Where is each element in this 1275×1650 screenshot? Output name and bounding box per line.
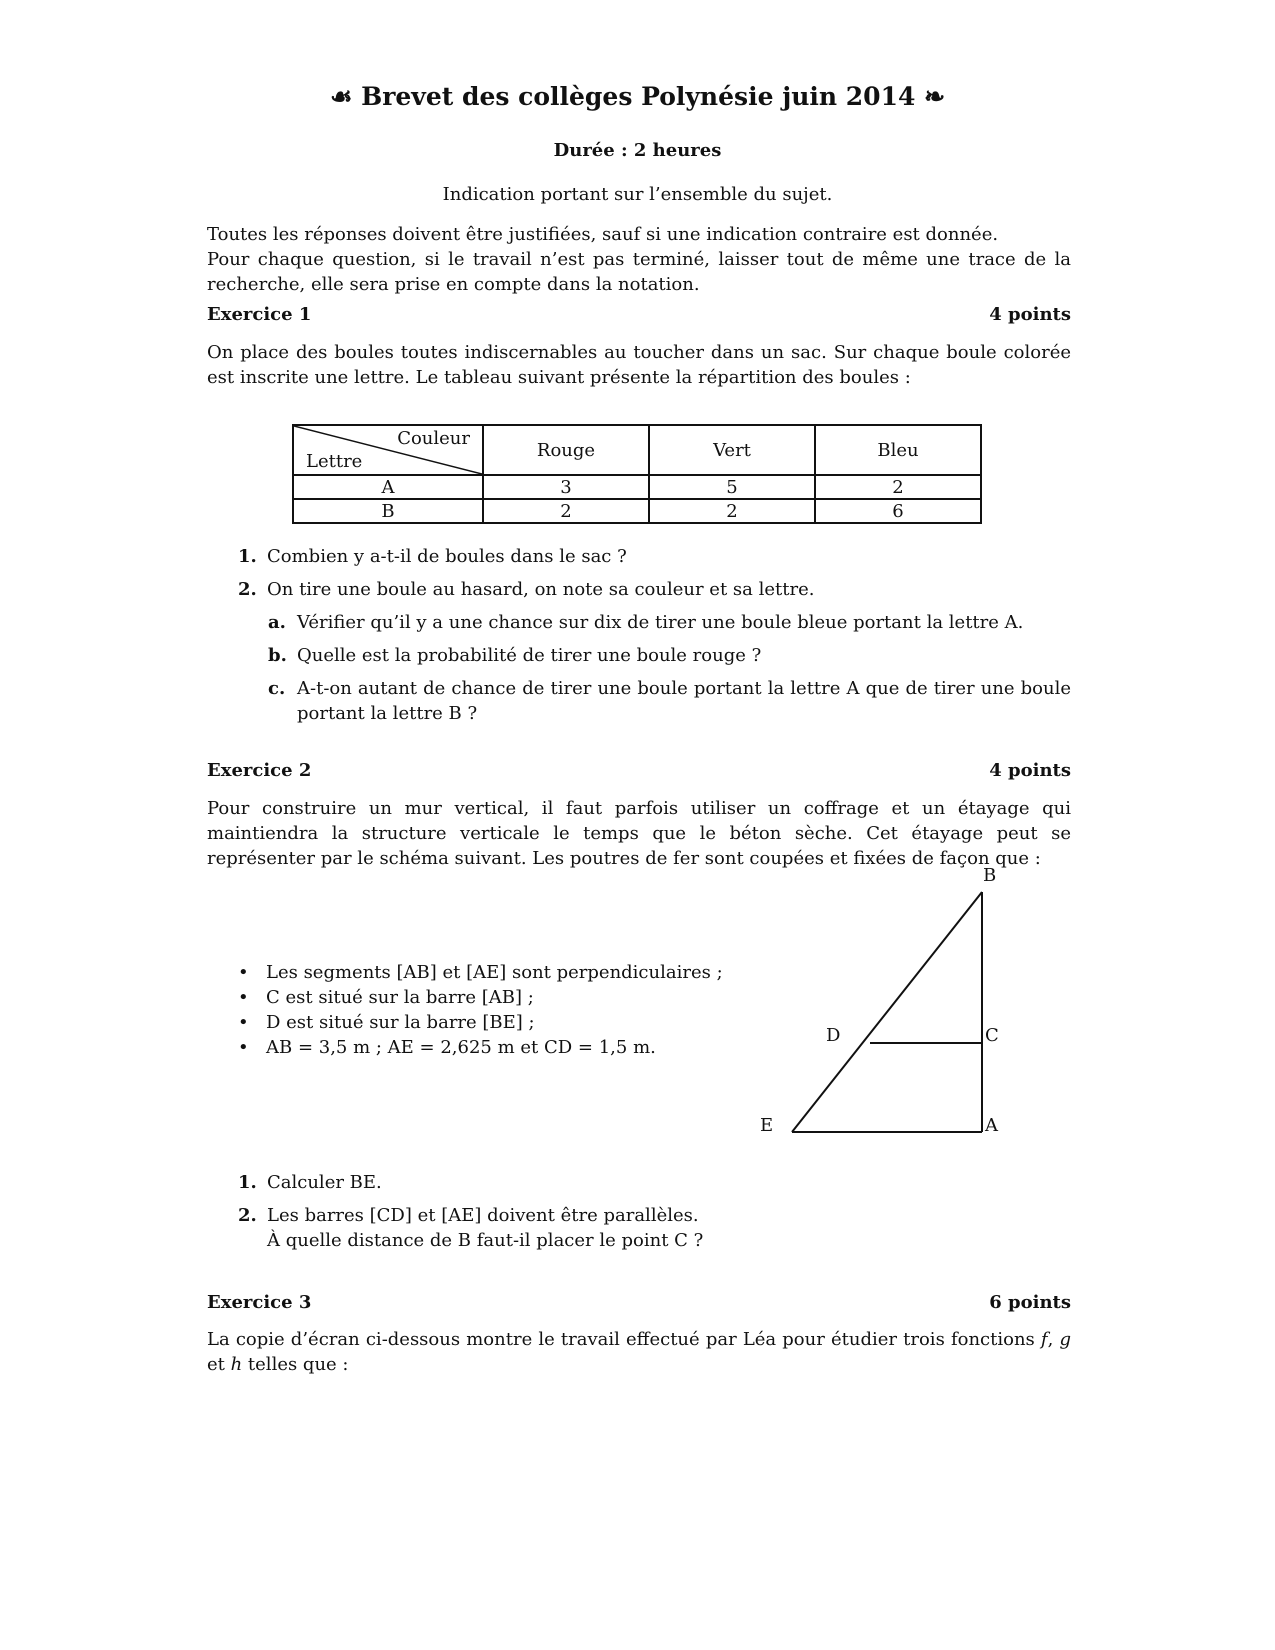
- exercise-1-title: Exercice 1: [207, 304, 312, 325]
- point-label-a: A: [985, 1115, 998, 1136]
- exercise-2-title: Exercice 2: [207, 760, 312, 781]
- table-corner-cell: [293, 425, 483, 475]
- list-item: • Les segments [AB] et [AE] sont perpendiculaires ;: [238, 960, 723, 985]
- exercise-3-points: 6 points: [989, 1292, 1071, 1313]
- table-cell: 6: [815, 499, 981, 523]
- indication: Indication portant sur l’ensemble du sujet.: [442, 184, 833, 205]
- corner-label-couleur: Couleur: [397, 428, 470, 449]
- distribution-table: [292, 424, 982, 524]
- question-text: Calculer BE.: [267, 1172, 382, 1193]
- ex3-text-start: La copie d’écran ci-dessous montre le travail effectué par Léa pour étudier trois fonctions: [207, 1329, 1041, 1350]
- point-label-d: D: [826, 1025, 841, 1046]
- function-f: f: [1040, 1329, 1048, 1350]
- segment-be: [792, 892, 982, 1132]
- duration: Durée : 2 heures: [553, 140, 722, 161]
- table-cell: 2: [649, 499, 815, 523]
- exercise-3-text: [207, 1327, 1071, 1377]
- column-header: Bleu: [815, 425, 981, 475]
- ex3-separator: et: [207, 1354, 231, 1375]
- table-row: [293, 475, 981, 499]
- list-item: • C est situé sur la barre [AB] ;: [238, 985, 723, 1010]
- point-label-e: E: [760, 1115, 774, 1136]
- question-letter: c.: [268, 678, 286, 699]
- intro-line-1: Toutes les réponses doivent être justifiées, sauf si une indication contraire est donnée.: [207, 224, 999, 245]
- exercise-2-points: 4 points: [989, 760, 1071, 781]
- exercise-3-header: [207, 1292, 1071, 1313]
- table-cell: 2: [483, 499, 649, 523]
- question-number: 1.: [238, 1172, 257, 1193]
- function-g: g: [1059, 1329, 1071, 1350]
- table-header-row: [293, 425, 981, 475]
- page-title: ☙ Brevet des collèges Polynésie juin 2014 ❧: [329, 82, 946, 111]
- ex3-text-end: telles que :: [242, 1354, 349, 1375]
- point-label-b: B: [983, 865, 997, 886]
- exercise-2-text: Pour construire un mur vertical, il faut parfois utiliser un coffrage et un étayage qui maintiendra la structure verticale le temps que le béton sèche. Cet étayage peut se représenter par le schéma suivant. Les poutres de fer sont coupées et fixées de façon que :: [207, 798, 1071, 869]
- question-number: 1.: [238, 546, 257, 567]
- list-item: • AB = 3,5 m ; AE = 2,625 m et CD = 1,5 m.: [238, 1035, 723, 1060]
- question-letter: a.: [268, 612, 286, 633]
- triangle-figure: [770, 880, 1030, 1140]
- column-header: Vert: [649, 425, 815, 475]
- question-text: À quelle distance de B faut-il placer le point C ?: [267, 1230, 704, 1251]
- bullet-list: [238, 960, 723, 1060]
- question-letter: b.: [268, 645, 287, 666]
- corner-label-lettre: Lettre: [306, 451, 363, 472]
- point-label-c: C: [985, 1025, 999, 1046]
- column-header: Rouge: [483, 425, 649, 475]
- question-text: Quelle est la probabilité de tirer une boule rouge ?: [297, 645, 762, 666]
- question-text: A-t-on autant de chance de tirer une boule portant la lettre A que de tirer une boule portant la lettre B ?: [297, 678, 1071, 724]
- ex3-separator: ,: [1047, 1329, 1060, 1350]
- exercise-3-title: Exercice 3: [207, 1292, 312, 1313]
- table-cell: 2: [815, 475, 981, 499]
- exercise-2-header: [207, 760, 1071, 781]
- function-h: h: [230, 1354, 243, 1375]
- exercise-1-text: On place des boules toutes indiscernables au toucher dans un sac. Sur chaque boule colorée est inscrite une lettre. Le tableau suivant présente la répartition des boules :: [207, 342, 1071, 388]
- row-label: B: [293, 499, 483, 523]
- exercise-1-header: [207, 304, 1071, 325]
- question-text: On tire une boule au hasard, on note sa couleur et sa lettre.: [267, 579, 815, 600]
- list-item: • D est situé sur la barre [BE] ;: [238, 1010, 723, 1035]
- table-cell: 3: [483, 475, 649, 499]
- row-label: A: [293, 475, 483, 499]
- question-text: Les barres [CD] et [AE] doivent être parallèles.: [267, 1205, 699, 1226]
- question-text: Vérifier qu’il y a une chance sur dix de tirer une boule bleue portant la lettre A.: [297, 612, 1024, 633]
- intro-line-2: Pour chaque question, si le travail n’est pas terminé, laisser tout de même une trace de la recherche, elle sera prise en compte dans la notation.: [207, 249, 1071, 295]
- intro: [207, 222, 1071, 297]
- table-row: [293, 499, 981, 523]
- question-number: 2.: [238, 579, 257, 600]
- question-text: Combien y a-t-il de boules dans le sac ?: [267, 546, 627, 567]
- question-number: 2.: [238, 1205, 257, 1226]
- exercise-1-points: 4 points: [989, 304, 1071, 325]
- table-cell: 5: [649, 475, 815, 499]
